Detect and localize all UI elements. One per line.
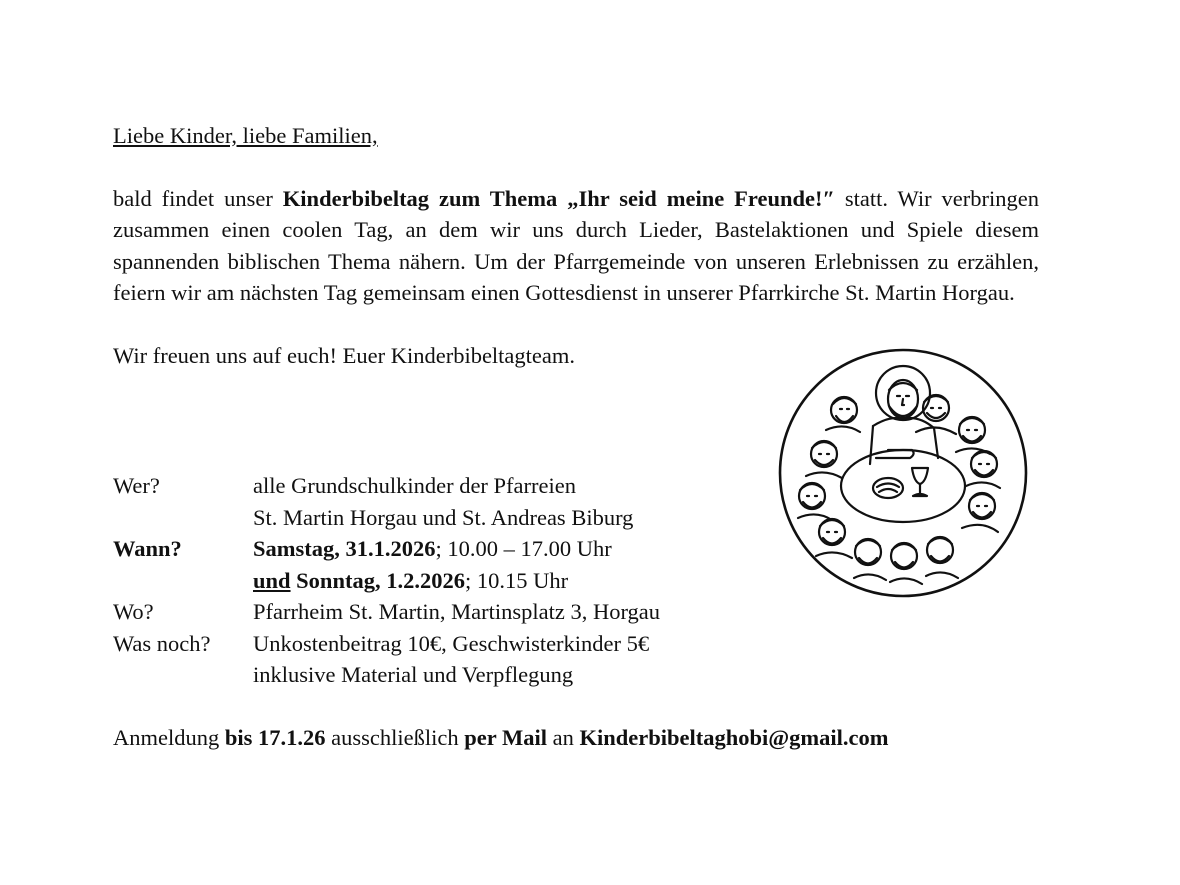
wann-und: und	[253, 567, 291, 593]
info-row-was	[113, 628, 660, 660]
wann-value-2	[253, 565, 568, 597]
closing-line: Wir freuen uns auf euch! Euer Kinderbibeltagteam.	[113, 342, 576, 368]
intro-pre: bald findet unser	[113, 185, 283, 211]
reg-email[interactable]: Kinderbibeltaghobi@gmail.com	[579, 725, 889, 750]
info-row-wer-2	[113, 502, 660, 534]
event-info	[113, 470, 660, 691]
info-row-wann-2	[113, 565, 660, 597]
wo-value: Pfarrheim St. Martin, Martinsplatz 3, Horgau	[253, 599, 661, 624]
reg-text-1: Anmeldung	[113, 725, 225, 750]
wann-label: Wann?	[113, 536, 182, 561]
wann-value-1	[253, 533, 612, 565]
wann-day-1: Samstag, 31.1.2026	[253, 536, 436, 561]
wo-label: Wo?	[113, 599, 154, 624]
event-theme: Kinderbibeltag zum Thema „Ihr seid meine Freunde!″	[282, 185, 835, 211]
info-row-wer	[113, 470, 660, 502]
wer-label: Wer?	[113, 473, 160, 498]
info-row-was-2	[113, 659, 660, 691]
last-supper-drawing-icon	[776, 346, 1030, 600]
letter-body	[113, 120, 1039, 371]
info-row-wo	[113, 596, 660, 628]
reg-text-2: ausschließlich	[325, 725, 465, 750]
greeting: Liebe Kinder, liebe Familien,	[113, 123, 378, 148]
reg-deadline: bis 17.1.26	[224, 725, 326, 750]
intro-post: statt. Wir verbringen zusammen einen coolen Tag, an dem wir uns durch Lieder, Bastelaktionen und Spiele diesem spannenden biblischen Thema nähern. Um der Pfarrgemeinde von unseren Erlebnissen zu erzählen, feiern wir am nächsten Tag gemeinsam einen Gottesdienst in unserer Pfarrkirche St. Martin Horgau.	[113, 185, 1039, 305]
reg-method: per Mail	[464, 725, 547, 750]
was-value-2: inklusive Material und Verpflegung	[253, 662, 574, 687]
wann-time-2: ; 10.15 Uhr	[464, 567, 569, 593]
info-row-wann	[113, 533, 660, 565]
wann-time-1: ; 10.00 – 17.00 Uhr	[435, 536, 612, 561]
wer-value-2: St. Martin Horgau und St. Andreas Biburg	[253, 504, 634, 530]
wann-day-2: Sonntag, 1.2.2026	[290, 567, 465, 593]
registration-line	[113, 722, 889, 754]
reg-text-3: an	[546, 725, 580, 750]
was-value-1: Unkostenbeitrag 10€, Geschwisterkinder 5€	[253, 630, 650, 656]
intro-paragraph	[113, 183, 1039, 309]
wer-value-1: alle Grundschulkinder der Pfarreien	[253, 473, 576, 498]
was-label: Was noch?	[113, 630, 211, 656]
